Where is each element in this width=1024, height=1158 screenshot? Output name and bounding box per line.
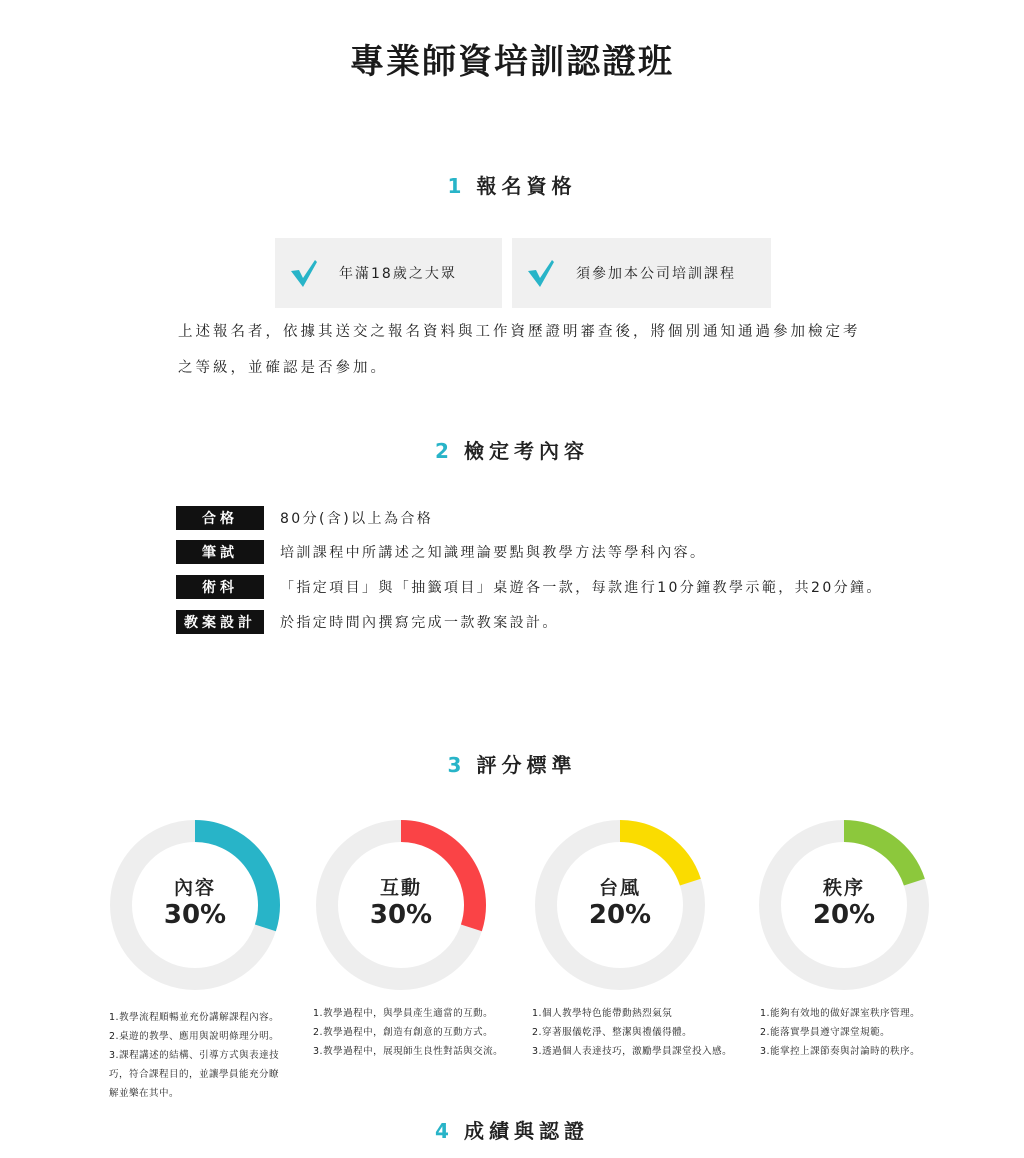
section-number: 3 <box>447 753 467 777</box>
criterion-name: 內容 <box>173 877 216 899</box>
section-heading-1 <box>0 170 1024 199</box>
exam-rule-row <box>176 540 706 564</box>
check-icon <box>289 258 319 288</box>
criterion-list-interaction <box>313 1004 523 1061</box>
qualification-card <box>275 238 502 308</box>
criterion-percent: 30% <box>369 900 433 930</box>
section-number: 4 <box>435 1119 454 1143</box>
criterion-item: 巧，符合課程目的，並讓學員能充分瞭 <box>109 1069 280 1080</box>
criterion-item: 1.個人教學特色能帶動熱烈氣氛 <box>532 1008 673 1019</box>
section-title: 檢定考內容 <box>463 439 589 463</box>
note-line: 上述報名者，依據其送交之報名資料與工作資歷證明審查後，將個別通知通過參加檢定考 <box>178 324 861 340</box>
exam-rule-label: 教案設計 <box>176 610 264 634</box>
exam-rule-text: 「指定項目」與「抽籤項目」桌遊各一款，每款進行10分鐘教學示範，共20分鐘。 <box>280 580 883 596</box>
criterion-percent: 20% <box>588 900 652 930</box>
page-title: 專業師資培訓認證班 <box>350 42 674 82</box>
note-line: 之等級，並確認是否參加。 <box>178 360 388 376</box>
exam-rule-text: 80分(含)以上為合格 <box>280 511 434 527</box>
criterion-name: 台風 <box>598 877 641 899</box>
section-number: 2 <box>435 439 454 463</box>
criterion-percent: 30% <box>163 900 227 930</box>
criterion-name: 互動 <box>379 877 422 899</box>
criterion-item: 1.能夠有效地的做好課室秩序管理。 <box>760 1008 921 1019</box>
section-title: 成績與認證 <box>463 1119 589 1143</box>
exam-rule-label: 合格 <box>176 506 264 530</box>
criterion-item: 解並樂在其中。 <box>109 1088 180 1099</box>
criterion-item: 3.教學過程中，展現師生良性對話與交流。 <box>313 1046 504 1057</box>
criterion-item: 2.能落實學員遵守課堂規範。 <box>760 1027 891 1038</box>
exam-rule-text: 培訓課程中所講述之知識理論要點與教學方法等學科內容。 <box>280 545 707 561</box>
section-heading-2 <box>0 435 1024 464</box>
criterion-list-order <box>760 1004 980 1061</box>
section-heading-4 <box>0 1115 1024 1144</box>
qualification-note <box>178 314 898 386</box>
exam-rule-text: 於指定時間內撰寫完成一款教案設計。 <box>280 615 559 631</box>
criterion-item: 2.教學過程中，創造有創意的互動方式。 <box>313 1027 494 1038</box>
qualification-text: 年滿18歲之大眾 <box>339 266 457 282</box>
criterion-list-presence <box>532 1004 752 1061</box>
criterion-percent: 20% <box>812 900 876 930</box>
section-heading-3 <box>0 749 1024 778</box>
criterion-item: 2.穿著服儀乾淨、整潔與禮儀得體。 <box>532 1027 693 1038</box>
criterion-item: 3.透過個人表達技巧，激勵學員課堂投入感。 <box>532 1046 733 1057</box>
exam-rule-row <box>176 610 559 634</box>
exam-rule-label: 筆試 <box>176 540 264 564</box>
section-number: 1 <box>447 174 467 198</box>
criterion-item: 3.課程講述的結構、引導方式與表達技 <box>109 1050 280 1061</box>
section-title: 報名資格 <box>476 174 577 198</box>
criterion-item: 2.桌遊的教學、應用與說明條理分明。 <box>109 1031 280 1042</box>
qualification-card <box>512 238 771 308</box>
exam-rule-label: 術科 <box>176 575 264 599</box>
exam-rule-row <box>176 575 883 599</box>
criterion-item: 1.教學流程順暢並充份講解課程內容。 <box>109 1012 280 1023</box>
check-icon <box>526 258 556 288</box>
exam-rule-row <box>176 506 433 530</box>
criterion-name: 秩序 <box>822 877 865 899</box>
qualification-text: 須參加本公司培訓課程 <box>576 266 736 282</box>
criterion-item: 3.能掌控上課節奏與討論時的秩序。 <box>760 1046 921 1057</box>
section-title: 評分標準 <box>476 753 577 777</box>
criterion-list-content <box>109 1008 299 1103</box>
criterion-item: 1.教學過程中，與學員產生適當的互動。 <box>313 1008 494 1019</box>
